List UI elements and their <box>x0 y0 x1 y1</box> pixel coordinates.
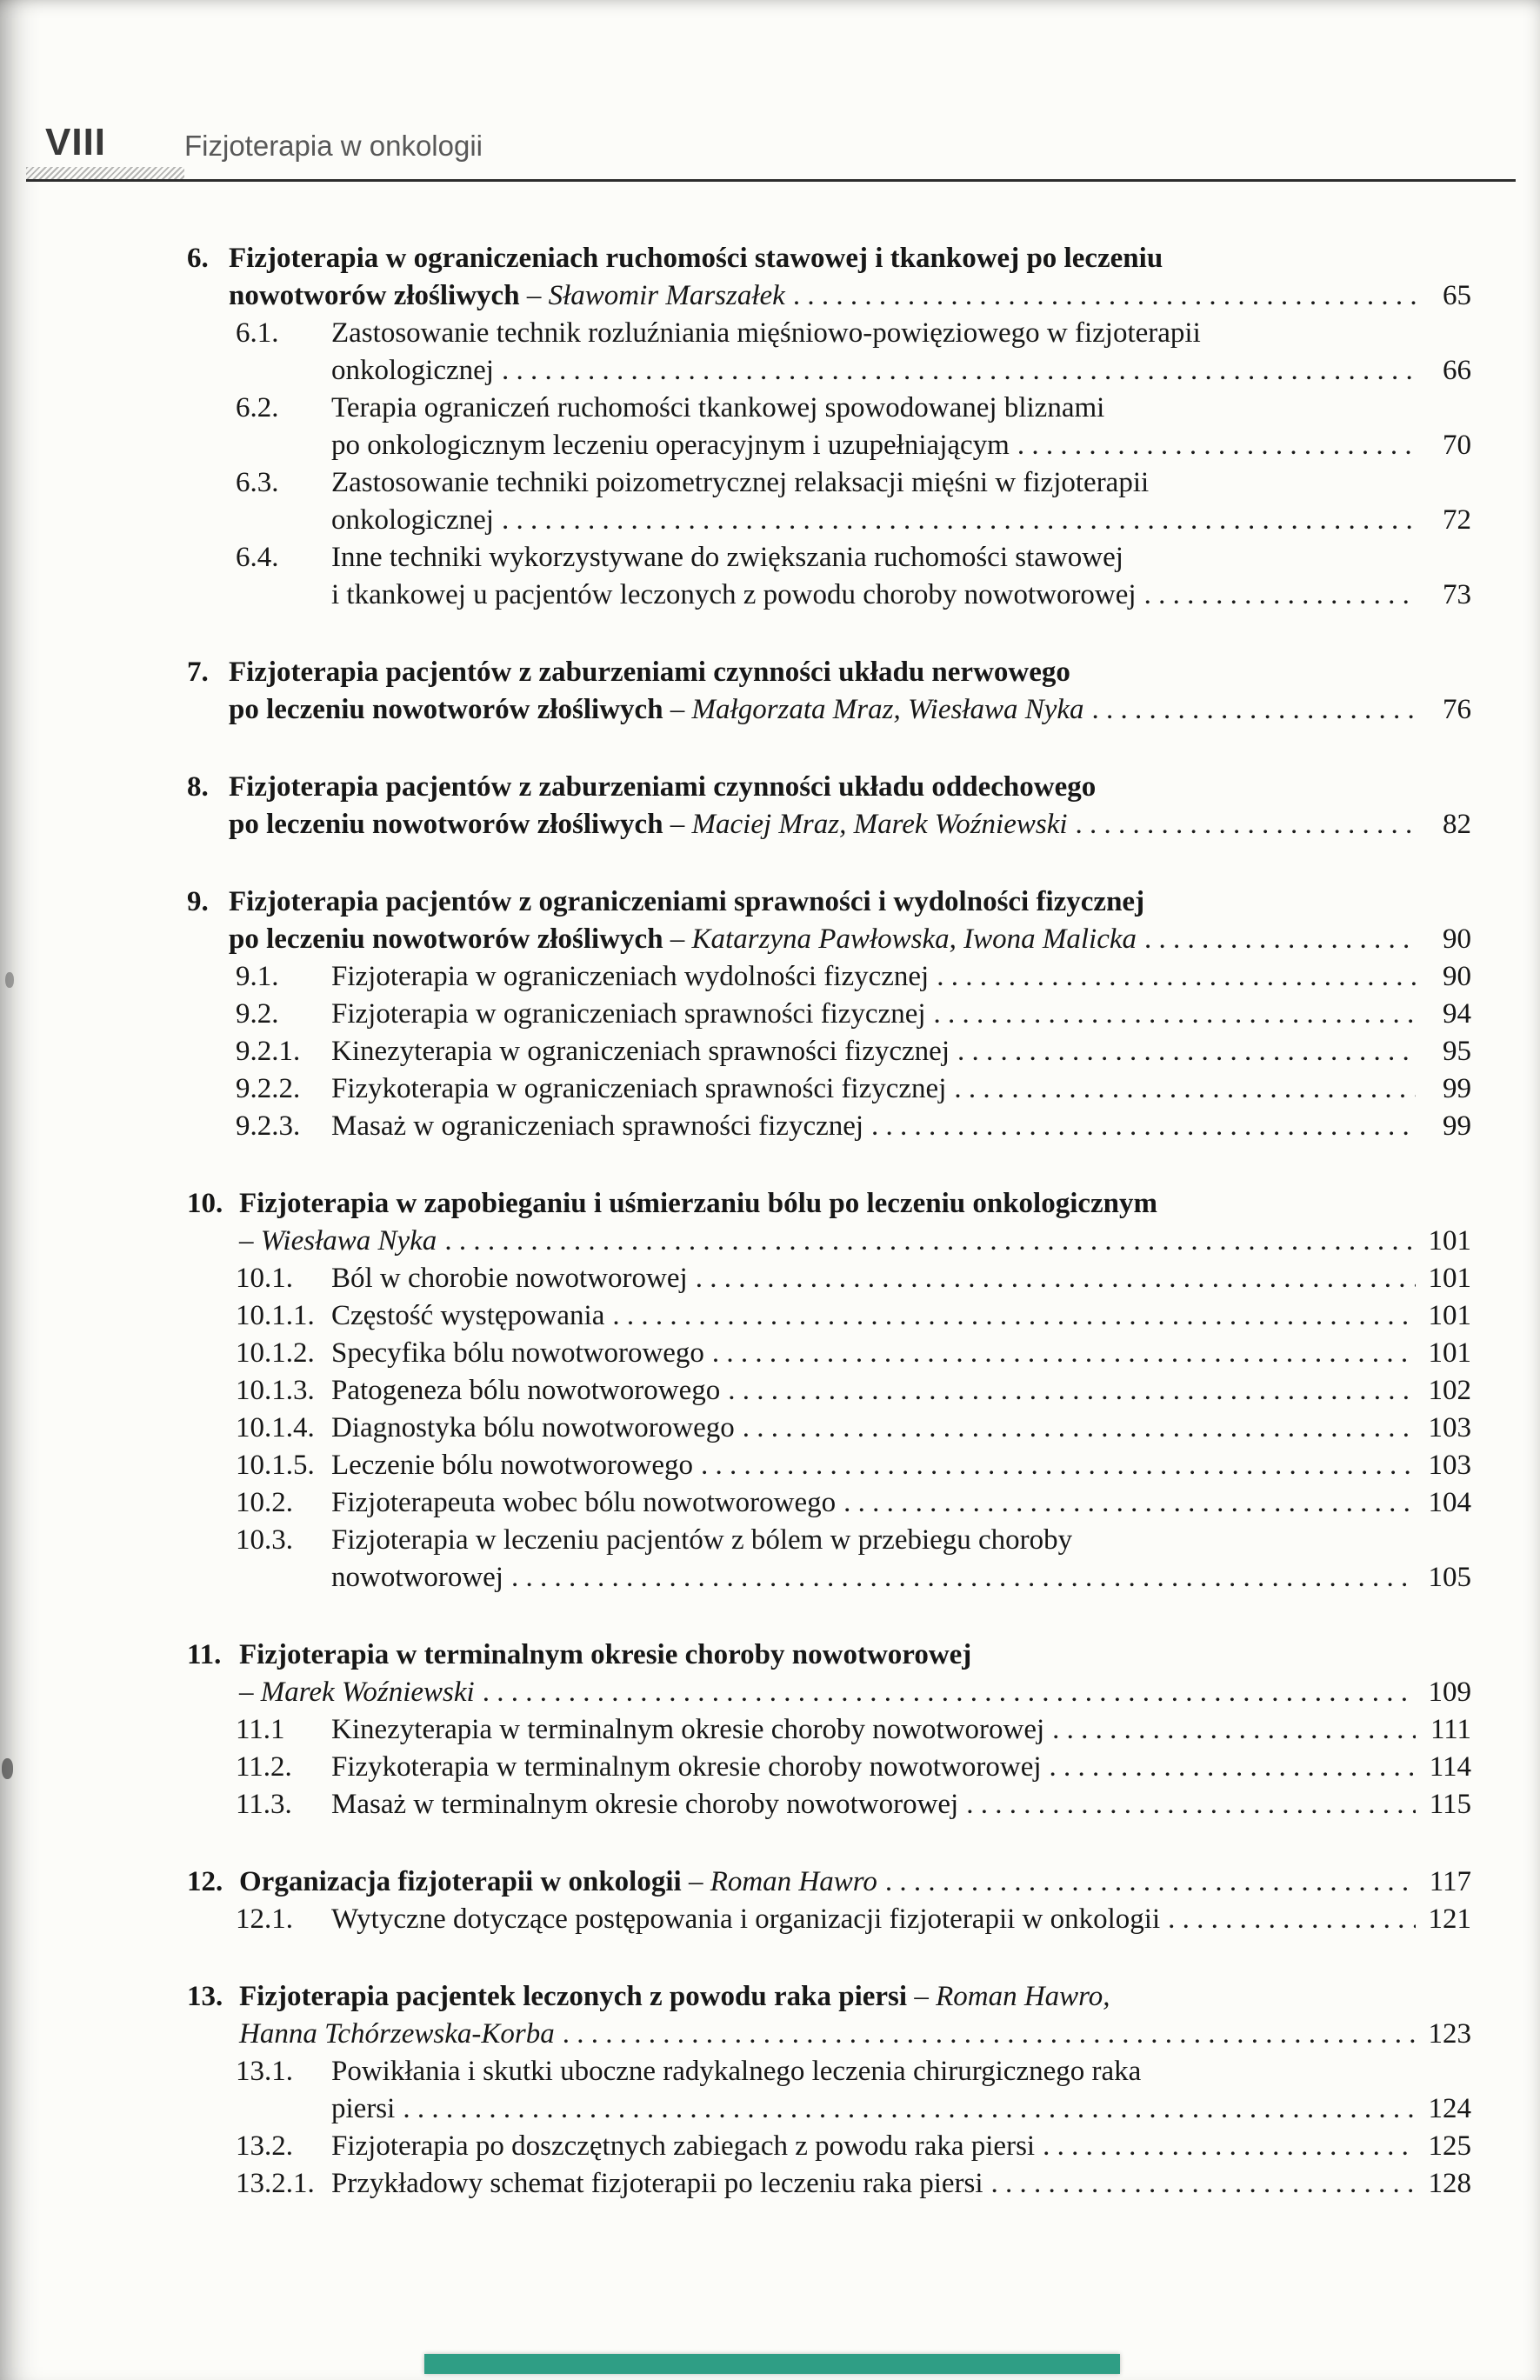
toc-page-ref: 99 <box>1443 1110 1471 1142</box>
toc-text-segment: Kinezyterapia w ograniczeniach sprawności fizycznej <box>331 1036 950 1067</box>
toc-entry <box>187 1108 1471 1145</box>
toc-number: 10. <box>187 1188 223 1219</box>
toc-number: 10.1. <box>236 1263 293 1294</box>
toc-text-segment: – <box>663 809 692 840</box>
toc-page-ref: 111 <box>1430 1714 1471 1745</box>
toc-line <box>236 1559 1471 1597</box>
toc-text <box>331 1447 693 1484</box>
toc-line <box>236 390 1471 427</box>
toc-text-segment: Terapia ograniczeń ruchomości tkankowej spowodowanej bliznami <box>331 392 1105 423</box>
toc-number: 10.3. <box>236 1524 293 1556</box>
toc-line <box>236 1522 1471 1559</box>
dot-leader <box>793 277 1416 315</box>
toc-text <box>331 1786 958 1823</box>
toc-text-segment: Fizjoterapia pacjentów z zaburzeniami czynności układu nerwowego <box>229 657 1070 688</box>
toc-text <box>229 769 1096 806</box>
toc-text <box>331 315 1201 352</box>
toc-entry <box>187 654 1471 729</box>
toc-entry <box>187 1033 1471 1070</box>
toc-text-segment: Sławomir Marszałek <box>548 280 785 311</box>
toc-line <box>187 1185 1471 1223</box>
toc-text <box>239 1674 475 1711</box>
toc-text <box>331 1711 1044 1749</box>
toc-entry <box>187 1297 1471 1335</box>
dot-leader <box>612 1297 1416 1335</box>
toc-text <box>239 1637 971 1674</box>
toc-text-segment: Małgorzata Mraz, Wiesława Nyka <box>691 694 1084 725</box>
toc-text-segment: po onkologicznym leczeniu operacyjnym i uzupełniającym <box>331 430 1010 461</box>
toc-entry <box>187 1484 1471 1522</box>
toc-text <box>331 2053 1141 2090</box>
toc-text-segment: nowotworów złośliwych <box>229 280 520 311</box>
toc-line <box>187 806 1471 843</box>
toc-line <box>187 883 1471 921</box>
toc-text-segment: Patogeneza bólu nowotworowego <box>331 1375 721 1406</box>
dot-leader <box>843 1484 1416 1522</box>
toc-page-ref: 117 <box>1429 1866 1471 1897</box>
toc-line <box>187 921 1471 958</box>
toc-entry <box>187 2128 1471 2165</box>
toc-page-ref: 124 <box>1428 2093 1471 2124</box>
toc-number: 11.3. <box>236 1789 292 1820</box>
dot-leader <box>1144 921 1416 958</box>
toc-line <box>236 1786 1471 1823</box>
toc-line <box>187 277 1471 315</box>
toc-text-segment: – <box>663 923 692 955</box>
toc-line <box>187 240 1471 277</box>
toc-text <box>331 1749 1042 1786</box>
toc-page-ref: 76 <box>1443 694 1471 725</box>
toc-text <box>331 1297 604 1335</box>
toc-text <box>331 1901 1160 1938</box>
dot-leader <box>403 2090 1416 2128</box>
toc-page-ref: 65 <box>1443 280 1471 311</box>
toc-entry <box>187 1335 1471 1372</box>
header-rule <box>26 179 1516 182</box>
toc-page-ref: 101 <box>1428 1300 1471 1331</box>
toc-line <box>236 1372 1471 1410</box>
toc-text <box>239 2016 555 2053</box>
toc-number: 12. <box>187 1866 223 1897</box>
toc-line <box>236 1484 1471 1522</box>
toc-text-segment: Fizykoterapia w terminalnym okresie choroby nowotworowej <box>331 1751 1042 1783</box>
toc-number: 13. <box>187 1981 223 2012</box>
toc-page-ref: 128 <box>1428 2168 1471 2199</box>
toc-text <box>331 539 1123 577</box>
toc-text <box>331 958 929 996</box>
toc-entry <box>187 1410 1471 1447</box>
toc-entry <box>187 1070 1471 1108</box>
toc-entry <box>187 1372 1471 1410</box>
toc-text-segment: Katarzyna Pawłowska, Iwona Malicka <box>691 923 1137 955</box>
toc-page-ref: 90 <box>1443 961 1471 992</box>
toc-line <box>236 996 1471 1033</box>
toc-text-segment: Fizjoterapia w ograniczeniach sprawności fizycznej <box>331 998 926 1030</box>
toc-line <box>187 2016 1471 2053</box>
toc-text-segment: nowotworowej <box>331 1562 503 1593</box>
dot-leader <box>712 1335 1416 1372</box>
toc-page-ref: 72 <box>1443 504 1471 536</box>
dot-leader <box>1017 427 1416 464</box>
toc-page-ref: 103 <box>1428 1450 1471 1481</box>
toc-text-segment: Zastosowanie techniki poizometrycznej relaksacji mięśni w fizjoterapii <box>331 467 1150 498</box>
toc-line <box>236 502 1471 539</box>
toc-number: 11.2. <box>236 1751 292 1783</box>
toc-line <box>236 1108 1471 1145</box>
toc-line <box>236 958 1471 996</box>
toc-number: 10.2. <box>236 1487 293 1518</box>
dot-leader <box>743 1410 1416 1447</box>
toc-line <box>236 2053 1471 2090</box>
toc-number: 10.1.2. <box>236 1337 315 1369</box>
toc-page-ref: 102 <box>1428 1375 1471 1406</box>
dot-leader <box>563 2016 1416 2053</box>
toc-text-segment: – Marek Woźniewski <box>239 1677 475 1708</box>
scan-artifact-speck <box>5 972 14 988</box>
bottom-green-bar <box>424 2354 1120 2374</box>
toc-page-ref: 101 <box>1428 1337 1471 1369</box>
dot-leader <box>934 996 1416 1033</box>
toc-number: 11.1 <box>236 1714 285 1745</box>
toc-text <box>331 1335 704 1372</box>
toc-entry <box>187 769 1471 843</box>
toc-text <box>229 654 1070 691</box>
toc-page-ref: 70 <box>1443 430 1471 461</box>
toc-entry <box>187 315 1471 390</box>
toc-entry <box>187 1786 1471 1823</box>
toc-text <box>239 1185 1157 1223</box>
toc-line <box>187 769 1471 806</box>
table-of-contents <box>187 240 1471 2203</box>
toc-number: 13.1. <box>236 2056 293 2087</box>
toc-number: 6.3. <box>236 467 279 498</box>
toc-text-segment: Organizacja fizjoterapii w onkologii <box>239 1866 682 1897</box>
toc-text-segment: Masaż w ograniczeniach sprawności fizycznej <box>331 1110 864 1142</box>
toc-number: 13.2. <box>236 2130 293 2162</box>
dot-leader <box>502 502 1416 539</box>
toc-number: 11. <box>187 1639 222 1670</box>
dot-leader <box>701 1447 1416 1484</box>
toc-text <box>331 2165 983 2203</box>
toc-text <box>331 502 494 539</box>
toc-line <box>236 2090 1471 2128</box>
dot-leader <box>1050 1749 1416 1786</box>
toc-number: 12.1. <box>236 1903 293 1935</box>
toc-text-segment: Ból w chorobie nowotworowej <box>331 1263 688 1294</box>
toc-text-segment: po leczeniu nowotworów złośliwych <box>229 923 663 955</box>
toc-entry <box>187 883 1471 958</box>
toc-line <box>236 1033 1471 1070</box>
toc-text <box>331 464 1149 502</box>
toc-text-segment: Hanna Tchórzewska-Korba <box>239 2018 555 2050</box>
toc-text-segment: Roman Hawro, <box>936 1981 1110 2012</box>
dot-leader <box>871 1108 1416 1145</box>
toc-text-segment: Powikłania i skutki uboczne radykalnego leczenia chirurgicznego raka <box>331 2056 1142 2087</box>
toc-text <box>229 240 1163 277</box>
dot-leader <box>511 1559 1416 1597</box>
toc-line <box>236 1711 1471 1749</box>
toc-text <box>331 1033 950 1070</box>
toc-entry <box>187 1185 1471 1260</box>
toc-entry <box>187 1711 1471 1749</box>
toc-text <box>331 577 1137 614</box>
toc-page-ref: 114 <box>1429 1751 1471 1783</box>
toc-text-segment: Specyfika bólu nowotworowego <box>331 1337 704 1369</box>
toc-text <box>331 1410 735 1447</box>
toc-line <box>236 464 1471 502</box>
toc-entry <box>187 958 1471 996</box>
toc-text <box>331 1484 836 1522</box>
toc-line <box>187 1863 1471 1901</box>
toc-number: 9.2. <box>236 998 279 1030</box>
toc-line <box>236 2165 1471 2203</box>
toc-text <box>331 390 1104 427</box>
toc-text-segment: Zastosowanie technik rozluźniania mięśniowo-powięziowego w fizjoterapii <box>331 317 1201 349</box>
toc-text-segment: onkologicznej <box>331 504 494 536</box>
toc-text-segment: Fizjoterapia w zapobieganiu i uśmierzaniu bólu po leczeniu onkologicznym <box>239 1188 1158 1219</box>
toc-page-ref: 104 <box>1428 1487 1471 1518</box>
toc-text <box>229 883 1144 921</box>
toc-entry <box>187 1522 1471 1597</box>
toc-text <box>331 2090 395 2128</box>
toc-page-ref: 73 <box>1443 579 1471 610</box>
scan-artifact-speck <box>2 1758 13 1779</box>
toc-line <box>187 691 1471 729</box>
folio-page-number: VIII <box>45 121 107 163</box>
toc-text-segment: i tkankowej u pacjentów leczonych z powodu choroby nowotworowej <box>331 579 1137 610</box>
toc-text-segment: Fizjoterapia w terminalnym okresie choroby nowotworowej <box>239 1639 972 1670</box>
toc-number: 8. <box>187 771 209 803</box>
toc-text-segment: Masaż w terminalnym okresie choroby nowotworowej <box>331 1789 959 1820</box>
dot-leader <box>1144 577 1416 614</box>
toc-number: 6.2. <box>236 392 279 423</box>
toc-text <box>331 352 494 390</box>
toc-number: 10.1.5. <box>236 1450 315 1481</box>
dot-leader <box>1052 1711 1416 1749</box>
toc-number: 9.2.3. <box>236 1110 301 1142</box>
toc-text-segment: Diagnostyka bólu nowotworowego <box>331 1412 735 1443</box>
toc-entry <box>187 2053 1471 2128</box>
dot-leader <box>1168 1901 1416 1938</box>
toc-page-ref: 125 <box>1428 2130 1471 2162</box>
dot-leader <box>1043 2128 1416 2165</box>
toc-line <box>187 654 1471 691</box>
dot-leader <box>885 1863 1416 1901</box>
dot-leader <box>483 1674 1416 1711</box>
toc-number: 9. <box>187 886 209 917</box>
toc-text-segment: Fizjoterapia w ograniczeniach ruchomości stawowej i tkankowej po leczeniu <box>229 243 1163 274</box>
toc-line <box>236 1335 1471 1372</box>
toc-number: 9.1. <box>236 961 279 992</box>
toc-page-ref: 99 <box>1443 1073 1471 1104</box>
toc-page-ref: 94 <box>1443 998 1471 1030</box>
toc-line <box>187 1637 1471 1674</box>
running-head-title: Fizjoterapia w onkologii <box>184 130 483 162</box>
toc-text-segment: – <box>907 1981 937 2012</box>
toc-entry <box>187 1901 1471 1938</box>
dot-leader <box>957 1033 1416 1070</box>
toc-page-ref: 115 <box>1429 1789 1471 1820</box>
toc-entry <box>187 1978 1471 2053</box>
toc-text <box>331 1070 946 1108</box>
toc-text-segment: po leczeniu nowotworów złośliwych <box>229 694 663 725</box>
toc-text-segment: Fizjoterapeuta wobec bólu nowotworowego <box>331 1487 837 1518</box>
toc-line <box>236 577 1471 614</box>
toc-entry <box>187 539 1471 614</box>
toc-entry <box>187 1260 1471 1297</box>
toc-text-segment: Fizjoterapia pacjentek leczonych z powodu raka piersi <box>239 1981 908 2012</box>
dot-leader <box>696 1260 1416 1297</box>
toc-entry <box>187 464 1471 539</box>
toc-text-segment: Fizjoterapia pacjentów z ograniczeniami sprawności i wydolności fizycznej <box>229 886 1145 917</box>
toc-line <box>236 1297 1471 1335</box>
toc-text-segment: piersi <box>331 2093 396 2124</box>
toc-line <box>236 1749 1471 1786</box>
dot-leader <box>991 2165 1416 2203</box>
toc-text <box>331 1522 1072 1559</box>
toc-number: 6.1. <box>236 317 279 349</box>
toc-text <box>331 1372 720 1410</box>
toc-page-ref: 90 <box>1443 923 1471 955</box>
toc-text <box>229 806 1068 843</box>
toc-number: 10.1.4. <box>236 1412 315 1443</box>
toc-entry <box>187 390 1471 464</box>
toc-line <box>236 1447 1471 1484</box>
toc-number: 13.2.1. <box>236 2168 315 2199</box>
toc-page-ref: 103 <box>1428 1412 1471 1443</box>
toc-number: 6.4. <box>236 542 279 573</box>
toc-entry <box>187 996 1471 1033</box>
toc-text-segment: Fizykoterapia w ograniczeniach sprawności fizycznej <box>331 1073 947 1104</box>
toc-text <box>331 996 926 1033</box>
dot-leader <box>502 352 1416 390</box>
dot-leader <box>966 1786 1416 1823</box>
dot-leader <box>444 1223 1416 1260</box>
toc-text-segment: Maciej Mraz, Marek Woźniewski <box>691 809 1068 840</box>
toc-entry <box>187 2165 1471 2203</box>
toc-text-segment: po leczeniu nowotworów złośliwych <box>229 809 663 840</box>
toc-line <box>236 1260 1471 1297</box>
toc-line <box>236 352 1471 390</box>
toc-page-ref: 121 <box>1428 1903 1471 1935</box>
toc-entry <box>187 1863 1471 1901</box>
toc-text-segment: Wytyczne dotyczące postępowania i organizacji fizjoterapii w onkologii <box>331 1903 1161 1935</box>
toc-text-segment: – <box>663 694 692 725</box>
toc-number: 9.2.1. <box>236 1036 301 1067</box>
toc-text <box>331 2128 1035 2165</box>
toc-text-segment: onkologicznej <box>331 355 494 386</box>
toc-page-ref: 123 <box>1428 2018 1471 2050</box>
toc-page-ref: 82 <box>1443 809 1471 840</box>
toc-page-ref: 95 <box>1443 1036 1471 1067</box>
toc-text <box>239 1223 437 1260</box>
toc-page-ref: 101 <box>1428 1263 1471 1294</box>
toc-entry <box>187 240 1471 315</box>
toc-text-segment: Fizjoterapia pacjentów z zaburzeniami czynności układu oddechowego <box>229 771 1097 803</box>
toc-line <box>187 1674 1471 1711</box>
dot-leader <box>937 958 1416 996</box>
toc-page-ref: 101 <box>1428 1225 1471 1257</box>
toc-text <box>229 277 785 315</box>
dot-leader <box>1092 691 1416 729</box>
toc-text-segment: – <box>681 1866 710 1897</box>
toc-text-segment: Fizjoterapia w leczeniu pacjentów z bólem w przebiegu choroby <box>331 1524 1073 1556</box>
toc-text-segment: Przykładowy schemat fizjoterapii po leczeniu raka piersi <box>331 2168 983 2199</box>
toc-line <box>236 427 1471 464</box>
toc-line <box>236 539 1471 577</box>
toc-text-segment: Częstość występowania <box>331 1300 605 1331</box>
toc-text <box>331 1559 503 1597</box>
toc-text <box>229 921 1137 958</box>
toc-number: 9.2.2. <box>236 1073 301 1104</box>
toc-text <box>239 1978 1110 2016</box>
toc-line <box>236 1070 1471 1108</box>
toc-text-segment: Roman Hawro <box>710 1866 877 1897</box>
toc-text-segment: Kinezyterapia w terminalnym okresie choroby nowotworowej <box>331 1714 1045 1745</box>
toc-number: 6. <box>187 243 209 274</box>
toc-line <box>236 1410 1471 1447</box>
dot-leader <box>954 1070 1416 1108</box>
toc-text <box>331 427 1010 464</box>
toc-number: 10.1.3. <box>236 1375 315 1406</box>
toc-text-segment: Fizjoterapia po doszczętnych zabiegach z powodu raka piersi <box>331 2130 1036 2162</box>
toc-page-ref: 105 <box>1428 1562 1471 1593</box>
toc-text-segment: – <box>519 280 549 311</box>
toc-entry <box>187 1447 1471 1484</box>
folio-hatch-decoration <box>26 167 184 180</box>
toc-text-segment: Fizjoterapia w ograniczeniach wydolności fizycznej <box>331 961 930 992</box>
toc-page-ref: 66 <box>1443 355 1471 386</box>
dot-leader <box>728 1372 1416 1410</box>
toc-text <box>229 691 1084 729</box>
toc-text <box>331 1260 688 1297</box>
toc-text <box>331 1108 863 1145</box>
toc-page-ref: 109 <box>1428 1677 1471 1708</box>
dot-leader <box>1076 806 1416 843</box>
toc-text-segment: – Wiesława Nyka <box>239 1225 437 1257</box>
toc-text <box>239 1863 877 1901</box>
toc-text-segment: Leczenie bólu nowotworowego <box>331 1450 694 1481</box>
toc-line <box>187 1223 1471 1260</box>
toc-number: 7. <box>187 657 209 688</box>
toc-entry <box>187 1749 1471 1786</box>
toc-entry <box>187 1637 1471 1711</box>
toc-line <box>187 1978 1471 2016</box>
toc-number: 10.1.1. <box>236 1300 315 1331</box>
toc-line <box>236 315 1471 352</box>
toc-text-segment: Inne techniki wykorzystywane do zwiększania ruchomości stawowej <box>331 542 1123 573</box>
toc-line <box>236 1901 1471 1938</box>
toc-line <box>236 2128 1471 2165</box>
